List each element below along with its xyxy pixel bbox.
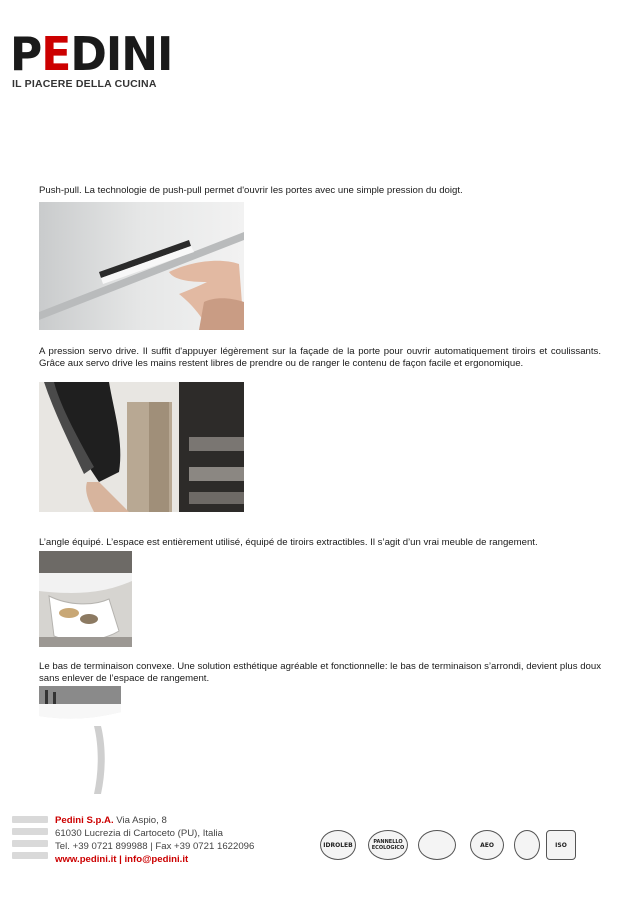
section-text-bas-convexe: Le bas de terminaison convexe. Une solution esthétique agréable et fonctionnelle: le bas de terminaison s’arrondi, devient plus doux sans enlever de l’espace de rangement.: [39, 661, 601, 684]
servo-drive-photo: [39, 382, 244, 512]
footer-city: 61030 Lucrezia di Cartoceto (PU), Italia: [55, 828, 223, 839]
cert-aeo-logo: AEO: [470, 830, 504, 860]
cert-iso-logo: ISO: [546, 830, 576, 860]
corner-unit-photo: [39, 551, 132, 647]
section-text-servo-drive: A pression servo drive. Il suffit d'appuyer légèrement sur la façade de la porte pour ouvrir automatiquement tiroirs et coulissants. Grâce aux servo drive les mains restent libres de prendre ou de ranger le contenu de façon facile et ergonomique.: [39, 346, 601, 369]
footer-decoration: [12, 816, 48, 866]
brand-name: PEDINI: [10, 27, 173, 82]
section-text-push-pull: Push-pull. La technologie de push-pull permet d'ouvrir les portes avec une simple pression du doigt.: [39, 185, 463, 196]
footer-street: Via Aspio, 8: [113, 815, 167, 826]
cert-pannello-ecologico-logo: PANNELLO ECOLOGICO: [368, 830, 408, 860]
brand-tagline: IL PIACERE DELLA CUCINA: [12, 78, 157, 90]
cert-seal-logo: [418, 830, 456, 860]
push-pull-photo: [39, 202, 244, 330]
convex-base-photo: [39, 686, 121, 794]
section-text-angle-equipe: L’angle équipé. L’espace est entièrement utilisé, équipé de tiroirs extractibles. Il s’agit d’un vrai meuble de rangement.: [39, 537, 538, 548]
footer-company: Pedini S.p.A.: [55, 815, 114, 826]
pedini-logo: [10, 27, 180, 94]
cert-round-logo: [514, 830, 540, 860]
footer-phone: Tel. +39 0721 899988 | Fax +39 0721 1622096: [55, 841, 255, 852]
cert-idroleb-logo: IDROLEB: [320, 830, 356, 860]
footer-links[interactable]: www.pedini.it | info@pedini.it: [55, 854, 189, 865]
footer-contact: [55, 814, 254, 866]
